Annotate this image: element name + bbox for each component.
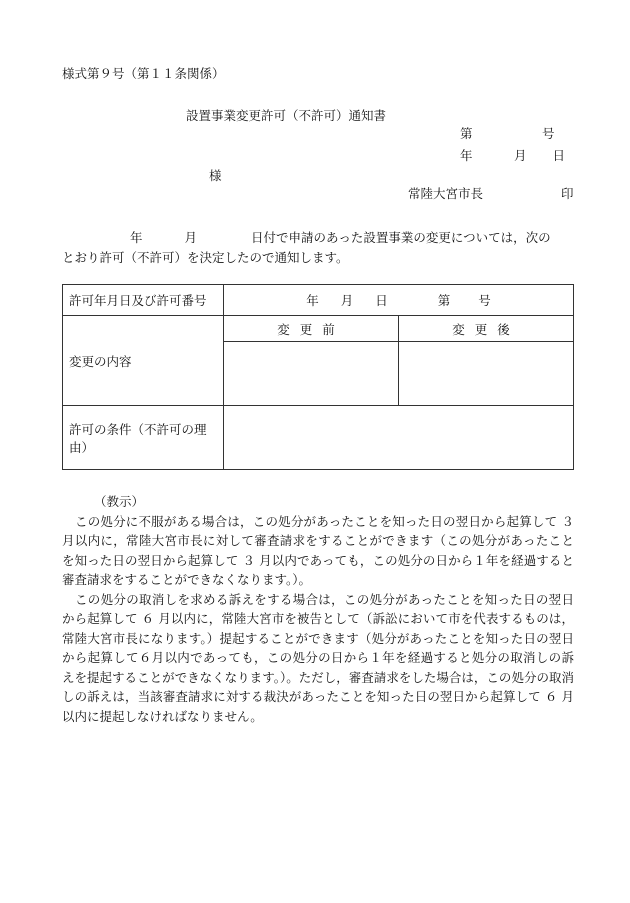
addressee: 様	[209, 168, 222, 183]
permit-value	[224, 285, 574, 316]
condition-label: 許可の条件（不許可の理由）	[63, 406, 224, 470]
after-content	[399, 342, 574, 406]
seal-mark: 印	[561, 186, 574, 201]
permit-no-prefix: 第	[437, 293, 451, 308]
change-label: 変更の内容	[63, 316, 224, 406]
intro-text-1: 日付で申請のあった設置事業の変更については，次の	[251, 230, 551, 245]
notice-section	[62, 492, 574, 726]
document-number	[460, 126, 555, 141]
date-month: 月	[514, 148, 527, 163]
document-title: 設置事業変更許可（不許可）通知書	[186, 108, 387, 123]
after-header: 変更後	[399, 316, 574, 342]
notice-paragraph-1: この処分に不服がある場合は，この処分があったことを知った日の翌日から起算して ３ 月以内に，常陸大宮市長に対して審査請求をすることができます（この処分があったことを知った日の翌日から起算して ３ 月以内であっても，この処分の日から１年を経過すると審査請求をすることができなくなります。）。	[62, 513, 574, 587]
before-content	[224, 342, 399, 406]
document-date	[460, 148, 565, 163]
number-suffix: 号	[542, 126, 555, 141]
permit-label: 許可年月日及び許可番号	[63, 285, 224, 316]
permit-day: 日	[375, 293, 388, 308]
permit-year: 年	[306, 293, 319, 308]
permit-month: 月	[340, 293, 354, 308]
permit-table	[62, 284, 574, 470]
issuer-name: 常陸大宮市長	[408, 186, 484, 201]
intro-paragraph	[62, 228, 572, 268]
intro-year: 年	[130, 230, 143, 245]
form-number: 様式第９号（第１１条関係）	[62, 66, 225, 81]
notice-heading: （教示）	[94, 494, 145, 509]
intro-text-2: とおり許可（不許可）を決定したので通知します。	[62, 250, 349, 265]
notice-paragraph-2: この処分の取消しを求める訴えをする場合は，この処分があったことを知った日の翌日から起算して ６ 月以内に，常陸大宮市を被告として（訴訟において市を代表するものは，常陸大宮市長になります。）提起することができます（処分があったことを知った日の翌日から起算して６月以内であっても，この処分の日から１年を経過すると処分の取消しの訴えを提起することができなくなります。）。ただし，審査請求をした場合は，この処分の取消しの訴えは，当該審査請求に対する裁決があったことを知った日の翌日から起算して ６ 月以内に提起しなければなりません。	[62, 591, 574, 724]
date-day: 日	[552, 148, 566, 163]
intro-month: 月	[184, 230, 198, 245]
issuer-line	[408, 186, 574, 201]
permit-no-suffix: 号	[478, 293, 491, 308]
number-prefix: 第	[460, 126, 473, 141]
before-header: 変更前	[224, 316, 399, 342]
condition-content	[224, 406, 574, 470]
date-year: 年	[460, 148, 473, 163]
